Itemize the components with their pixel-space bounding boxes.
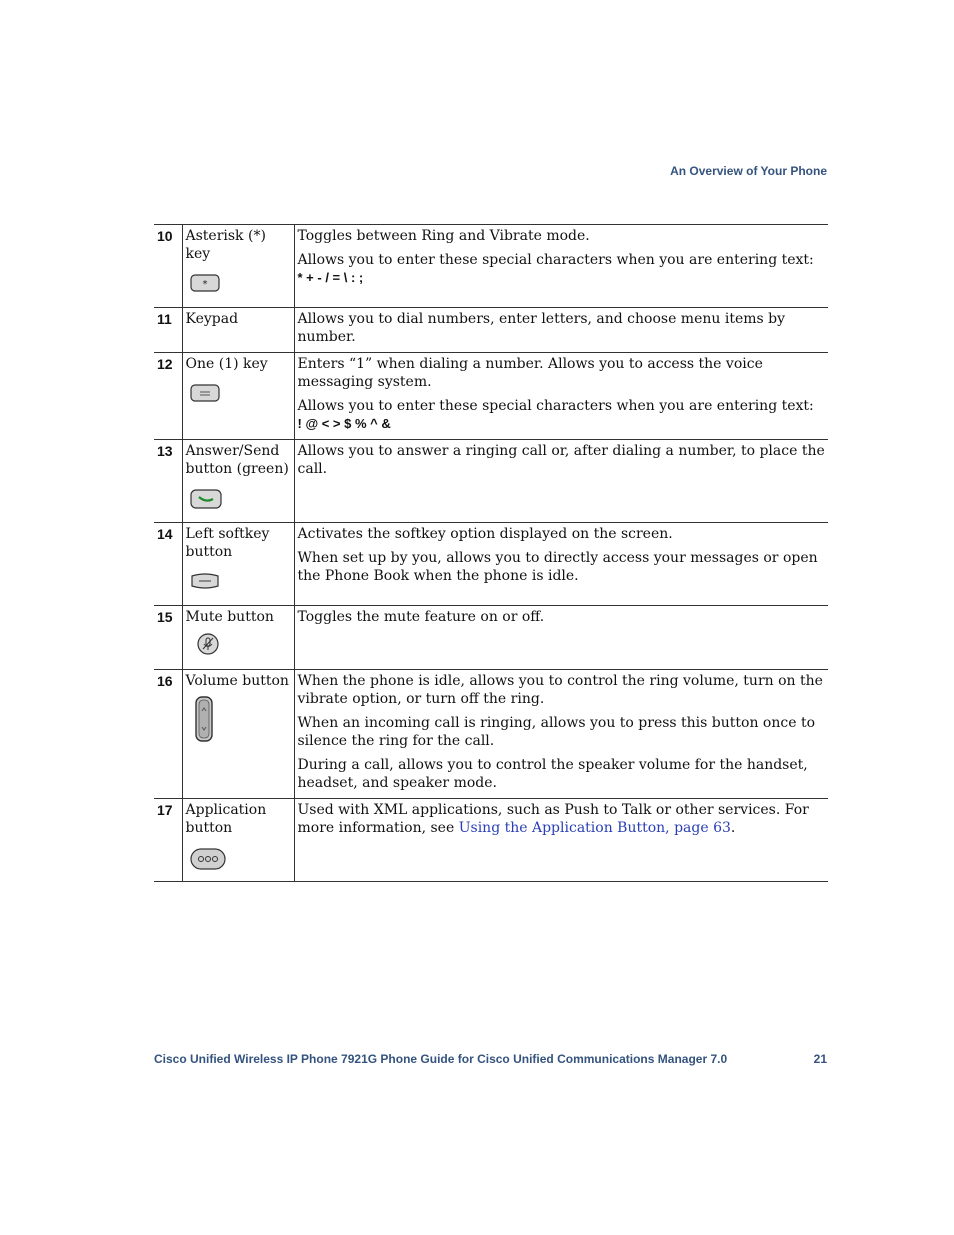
row-number: 12	[154, 353, 182, 440]
description-text: Allows you to enter these special characters when you are entering text:	[297, 252, 814, 268]
description-text: When set up by you, allows you to directly access your messages or open the Phone Book when the phone is idle.	[297, 550, 818, 584]
page-number: 21	[813, 1052, 827, 1066]
asterisk-key-icon	[190, 273, 220, 293]
row-number: 15	[154, 606, 182, 670]
table-row	[154, 353, 828, 440]
one-key-icon	[190, 383, 220, 403]
feature-name: Application button	[185, 802, 267, 836]
row-number: 16	[154, 670, 182, 799]
table-row	[154, 523, 828, 606]
table-row	[154, 440, 828, 523]
svg-text:*: *	[202, 279, 207, 290]
description-suffix: .	[730, 820, 736, 836]
row-number: 14	[154, 523, 182, 606]
description-text: Toggles the mute feature on or off.	[297, 609, 545, 625]
feature-name: Volume button	[185, 673, 289, 689]
table-row	[154, 799, 828, 882]
description-text: During a call, allows you to control the speaker volume for the handset, headset, and speaker mode.	[297, 757, 808, 791]
special-characters: ! @ < > $ % ^ &	[297, 416, 391, 431]
row-number: 17	[154, 799, 182, 882]
phone-features-table	[154, 224, 828, 882]
mute-icon	[196, 632, 220, 656]
feature-name: Mute button	[185, 609, 274, 625]
feature-name: Left softkey button	[185, 526, 270, 560]
table-row	[154, 308, 828, 353]
description-text: Toggles between Ring and Vibrate mode.	[297, 228, 590, 244]
description-text: Enters “1” when dialing a number. Allows you to access the voice messaging system.	[297, 356, 763, 390]
description-text: Allows you to enter these special characters when you are entering text:	[297, 398, 814, 414]
row-number: 13	[154, 440, 182, 523]
answer-send-icon	[190, 488, 222, 510]
description-text: Activates the softkey option displayed on the screen.	[297, 526, 673, 542]
description-text: When an incoming call is ringing, allows you to press this button once to silence the ring for the call.	[297, 715, 816, 749]
feature-name: One (1) key	[185, 356, 268, 372]
description-text: Allows you to dial numbers, enter letters, and choose menu items by number.	[297, 311, 786, 345]
table-row	[154, 606, 828, 670]
row-number: 11	[154, 308, 182, 353]
feature-name: Answer/Send button (green)	[185, 443, 289, 477]
description-text: Used with XML applications, such as Push to Talk or other services. For more information, see	[297, 802, 809, 836]
description-text: Allows you to answer a ringing call or, after dialing a number, to place the call.	[297, 443, 825, 477]
left-softkey-icon	[190, 571, 220, 591]
application-button-link[interactable]: Using the Application Button, page 63	[458, 820, 731, 836]
application-button-icon	[190, 847, 226, 871]
description-text: When the phone is idle, allows you to control the ring volume, turn on the vibrate option, or turn off the ring.	[297, 673, 823, 707]
volume-rocker-icon	[194, 696, 214, 742]
special-characters: * + - / = \ : ;	[297, 270, 364, 285]
running-head: An Overview of Your Phone	[670, 164, 827, 178]
table-row	[154, 670, 828, 799]
footer-title: Cisco Unified Wireless IP Phone 7921G Phone Guide for Cisco Unified Communications Manager 7.0	[154, 1052, 728, 1066]
feature-name: Asterisk (*) key	[185, 228, 266, 262]
row-number: 10	[154, 225, 182, 308]
table-row	[154, 225, 828, 308]
feature-name: Keypad	[185, 311, 239, 327]
